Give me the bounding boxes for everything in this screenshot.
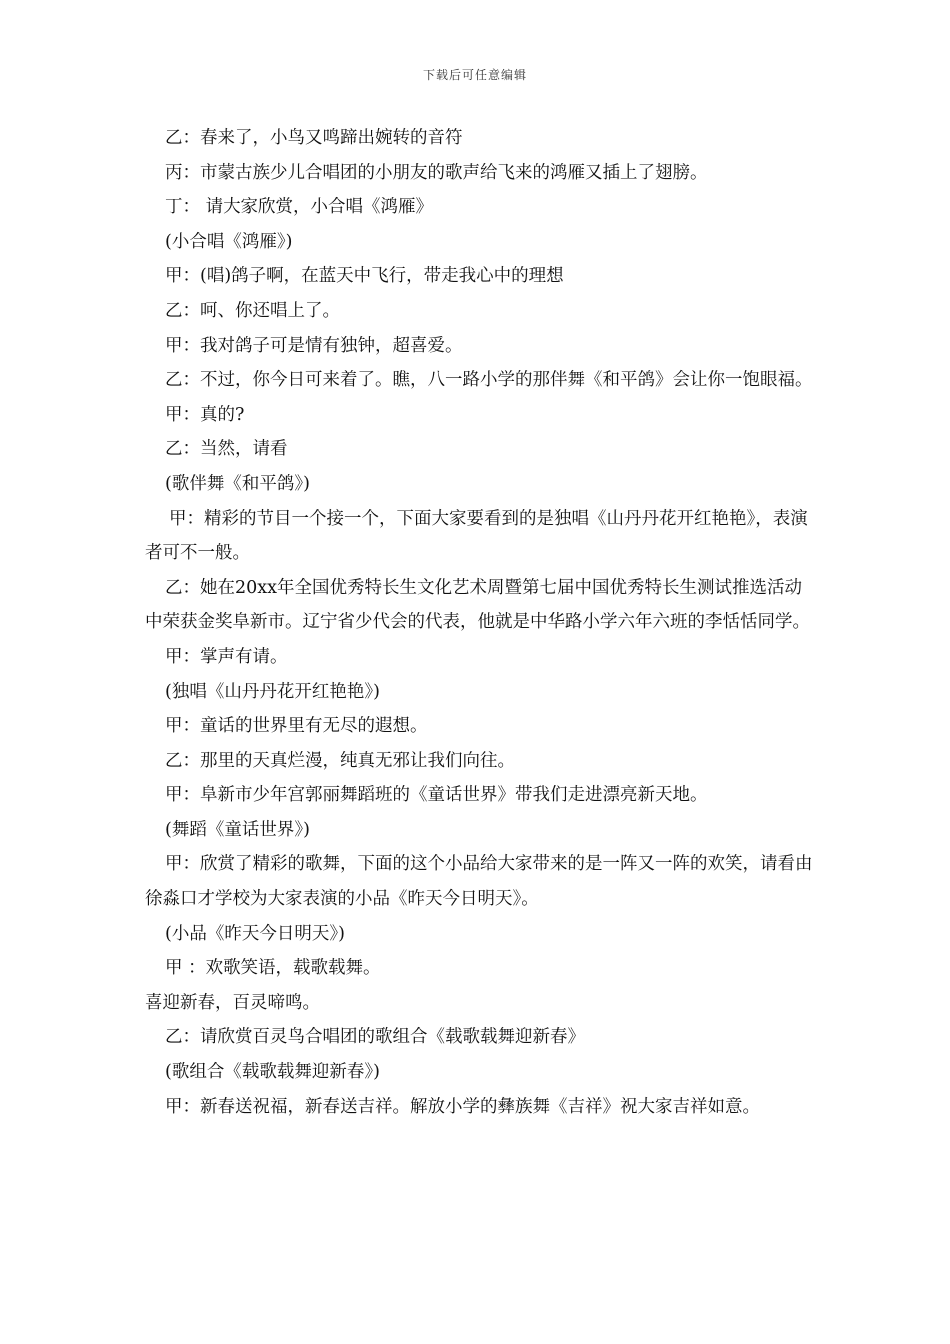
paragraph: (小合唱《鸿雁》) <box>165 231 293 252</box>
paragraph: 甲：我对鸽子可是情有独钟，超喜爱。 <box>165 335 463 356</box>
paragraph: 甲：掌声有请。 <box>165 646 288 667</box>
paragraph: 丁： 请大家欣赏，小合唱《鸿雁》 <box>165 197 434 218</box>
paragraph: 甲：(唱)鸽子啊，在蓝天中飞行，带走我心中的理想 <box>165 266 564 287</box>
paragraph: (歌伴舞《和平鸽》) <box>165 473 310 494</box>
paragraph: 甲：新春送祝福，新春送吉祥。解放小学的彝族舞《吉祥》祝大家吉祥如意。 <box>165 1096 760 1117</box>
paragraph: 乙：春来了，小鸟又鸣蹄出婉转的音符 <box>165 128 463 148</box>
paragraph: 甲：欣赏了精彩的歌舞，下面的这个小品给大家带来的是一阵又一阵的欢笑，请看由徐淼口才学校为大家表演的小品《昨天今日明天》。 <box>145 854 813 910</box>
paragraph: 喜迎新春，百灵啼鸣。 <box>145 992 320 1013</box>
paragraph: 丙：市蒙古族少儿合唱团的小朋友的歌声给飞来的鸿雁又插上了翅膀。 <box>165 162 708 183</box>
script-body <box>145 121 815 1124</box>
paragraph: (独唱《山丹丹花开红艳艳》) <box>165 681 380 702</box>
header-note: 下载后可任意编辑 <box>422 68 527 82</box>
paragraph: 甲：童话的世界里有无尽的遐想。 <box>165 716 428 737</box>
paragraph: 乙：呵、你还唱上了。 <box>165 300 340 321</box>
paragraph: 乙：不过，你今日可来着了。瞧，八一路小学的那伴舞《和平鸽》会让你一饱眼福。 <box>165 370 813 391</box>
paragraph: 甲：真的? <box>165 404 245 425</box>
paragraph: 乙：当然，请看 <box>165 439 288 460</box>
paragraph: (小品《昨天今日明天》) <box>165 923 345 944</box>
paragraph: 乙：那里的天真烂漫，纯真无邪让我们向往。 <box>165 750 515 771</box>
paragraph: 甲 ：欢歌笑语，载歌载舞。 <box>165 958 381 979</box>
paragraph: 乙：她在20xx年全国优秀特长生文化艺术周暨第七届中国优秀特长生测试推选活动中荣获金奖阜新市。辽宁省少代会的代表，他就是中华路小学六年六班的李恬恬同学。 <box>145 577 810 633</box>
paragraph: 甲：精彩的节目一个接一个，下面大家要看到的是独唱《山丹丹花开红艳艳》，表演者可不一般。 <box>145 508 808 564</box>
paragraph: (舞蹈《童话世界》) <box>165 819 310 840</box>
paragraph: 乙：请欣赏百灵鸟合唱团的歌组合《载歌载舞迎新春》 <box>165 1027 585 1048</box>
paragraph: 甲：阜新市少年宫郭丽舞蹈班的《童话世界》带我们走进漂亮新天地。 <box>165 785 708 806</box>
paragraph: (歌组合《载歌载舞迎新春》) <box>165 1062 380 1083</box>
